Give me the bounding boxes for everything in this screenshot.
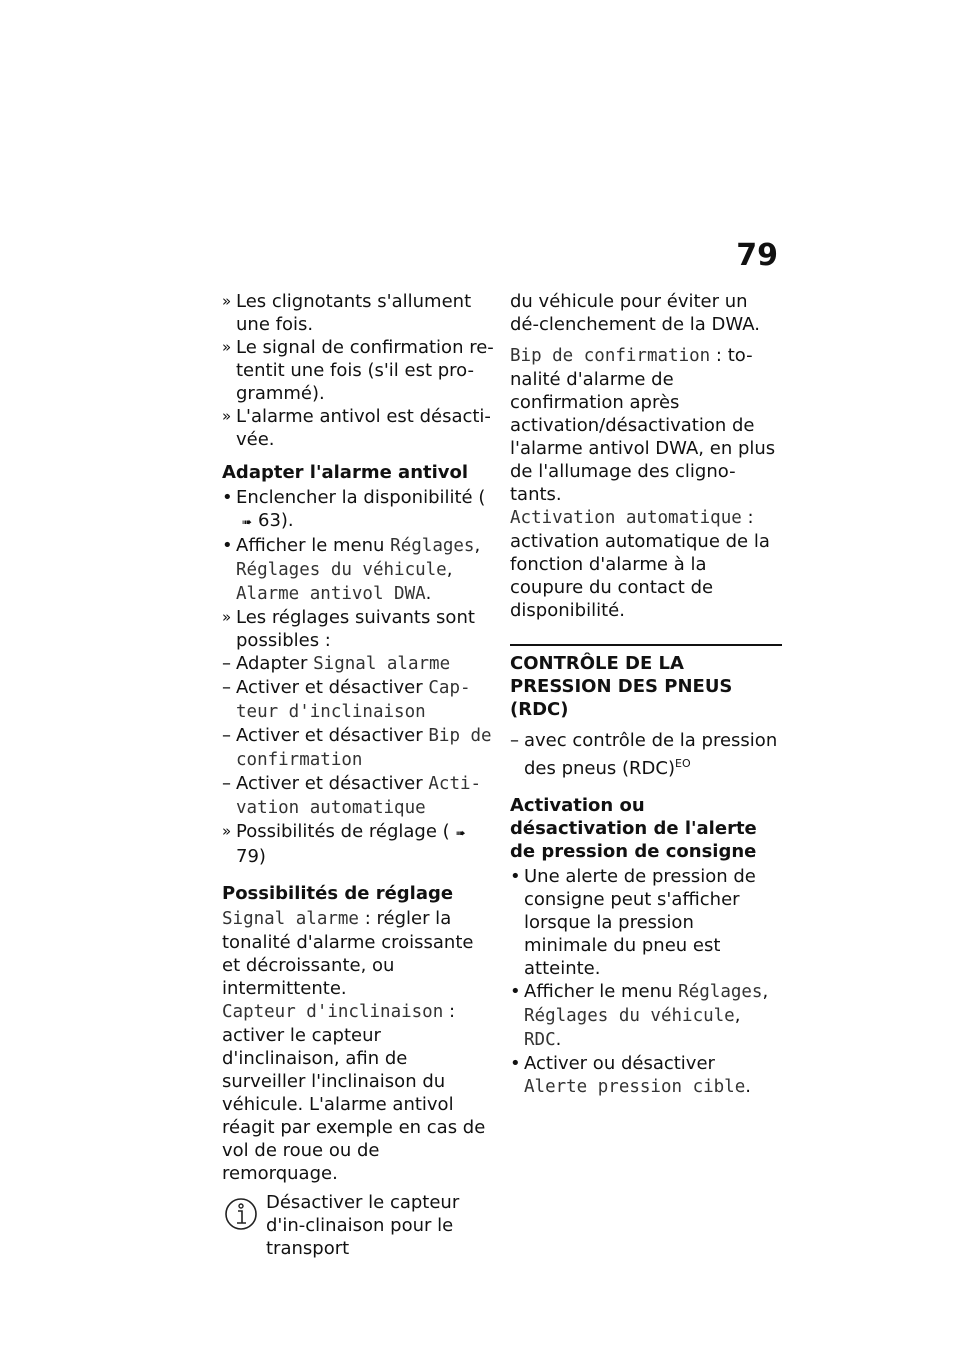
option-item: – Activer et désactiver Bip de confirmation (222, 725, 492, 770)
step-item: • Enclencher la disponibilité (➠ 63). (222, 486, 494, 534)
menu-option: Signal alarme (222, 909, 359, 929)
page-ref-arrow-icon: ➠ (241, 515, 253, 529)
menu-option: Signal alarme (313, 654, 451, 674)
result-item: » Les réglages suivants sont possibles : (222, 607, 475, 651)
equipment-item: – avec contrôle de la pression des pneus (RDC)$^{EO}$ (510, 730, 778, 779)
section-heading-options: Possibilités de réglage (222, 883, 454, 904)
page-ref-arrow-icon: ➠ (455, 826, 466, 840)
step-item: • Activer ou désactiver Alerte pression cible. (510, 1053, 751, 1097)
menu-path: Réglages (678, 982, 763, 1002)
option-item: – Activer et désactiver Cap-teur d'inclinaison (222, 677, 471, 722)
result-item: » Possibilités de réglage ( ➠79) (222, 820, 494, 868)
step-item: • Afficher le menu Réglages, Réglages du véhicule, Alarme antivol DWA. (222, 535, 481, 604)
menu-option: Bip de confirmation (510, 346, 711, 366)
section-heading-alert: Activation ou désactivation de l'alerte de pression de consigne (510, 795, 757, 862)
left-column (222, 290, 494, 1260)
menu-path: RDC (524, 1030, 556, 1050)
menu-option: Activation automatique (510, 508, 742, 528)
arrow-marker-icon: » (222, 292, 232, 310)
section-heading-adapt: Adapter l'alarme antivol (222, 462, 469, 483)
section-divider (510, 644, 782, 646)
page-number: 79 (736, 238, 778, 273)
menu-option: Acti-vation automatique (236, 774, 482, 818)
option-description: Capteur d'inclinaison : activer le capteur d'inclinaison, afin de surveiller l'inclinaison du véhicule. L'alarme antivol réagit par exemple en cas de vol de roue ou de remorquage. (222, 1001, 486, 1184)
menu-path: Réglages (390, 536, 475, 556)
result-item: » Le signal de confirmation re-tentit une fois (s'il est pro-grammé). (222, 337, 494, 404)
bullet-icon: • (222, 535, 233, 556)
option-description: Bip de confirmation : to-nalité d'alarme de confirmation après activation/désactivation de l'alarme antivol DWA, en plus de l'allumage des cligno-tants. (510, 345, 776, 505)
arrow-marker-icon: » (222, 822, 232, 840)
option-item: – Adapter Signal alarme (222, 653, 451, 674)
step-item: • Afficher le menu Réglages, Réglages du véhicule, RDC. (510, 981, 769, 1050)
page-ref-link[interactable]: 63 (258, 510, 281, 531)
menu-option: Alerte pression cible (524, 1077, 746, 1097)
note-continuation: du véhicule pour éviter un dé-clenchement de la DWA. (510, 291, 760, 335)
menu-path: Alarme antivol DWA (236, 584, 426, 604)
bullet-icon: • (510, 866, 521, 887)
right-column (510, 290, 782, 1099)
equipment-code: EO (675, 757, 691, 770)
menu-option: Cap-teur d'inclinaison (236, 678, 471, 722)
section-title-rdc: CONTRÔLE DE LA PRESSION DES PNEUS (RDC) (510, 653, 733, 720)
bullet-icon: • (222, 487, 233, 508)
bullet-icon: • (510, 981, 521, 1002)
menu-option: Bip de confirmation (236, 726, 492, 770)
result-item: » Les clignotants s'allument une fois. (222, 291, 472, 335)
menu-option: Capteur d'inclinaison (222, 1002, 444, 1022)
arrow-marker-icon: » (222, 407, 232, 425)
info-note: Désactiver le capteur d'in-clinaison pour le transport (222, 1191, 494, 1260)
result-item: » L'alarme antivol est désacti-vée. (222, 406, 491, 450)
bullet-icon: • (510, 1053, 521, 1074)
option-description: Activation automatique : activation automatique de la fonction d'alarme à la coupure du contact de disponibilité. (510, 507, 770, 621)
option-item: – Activer et désactiver Acti-vation automatique (222, 773, 482, 818)
info-icon (224, 1197, 258, 1237)
menu-path: Réglages du véhicule (524, 1006, 735, 1026)
arrow-marker-icon: » (222, 608, 232, 626)
page-ref-link[interactable]: 79 (236, 846, 259, 867)
arrow-marker-icon: » (222, 338, 232, 356)
step-item: • Une alerte de pression de consigne peut s'afficher lorsque la pression minimale du pneu est atteinte. (510, 866, 756, 979)
option-description: Signal alarme : régler la tonalité d'alarme croissante et décroissante, ou intermittente. (222, 908, 474, 999)
menu-path: Réglages du véhicule (236, 560, 447, 580)
